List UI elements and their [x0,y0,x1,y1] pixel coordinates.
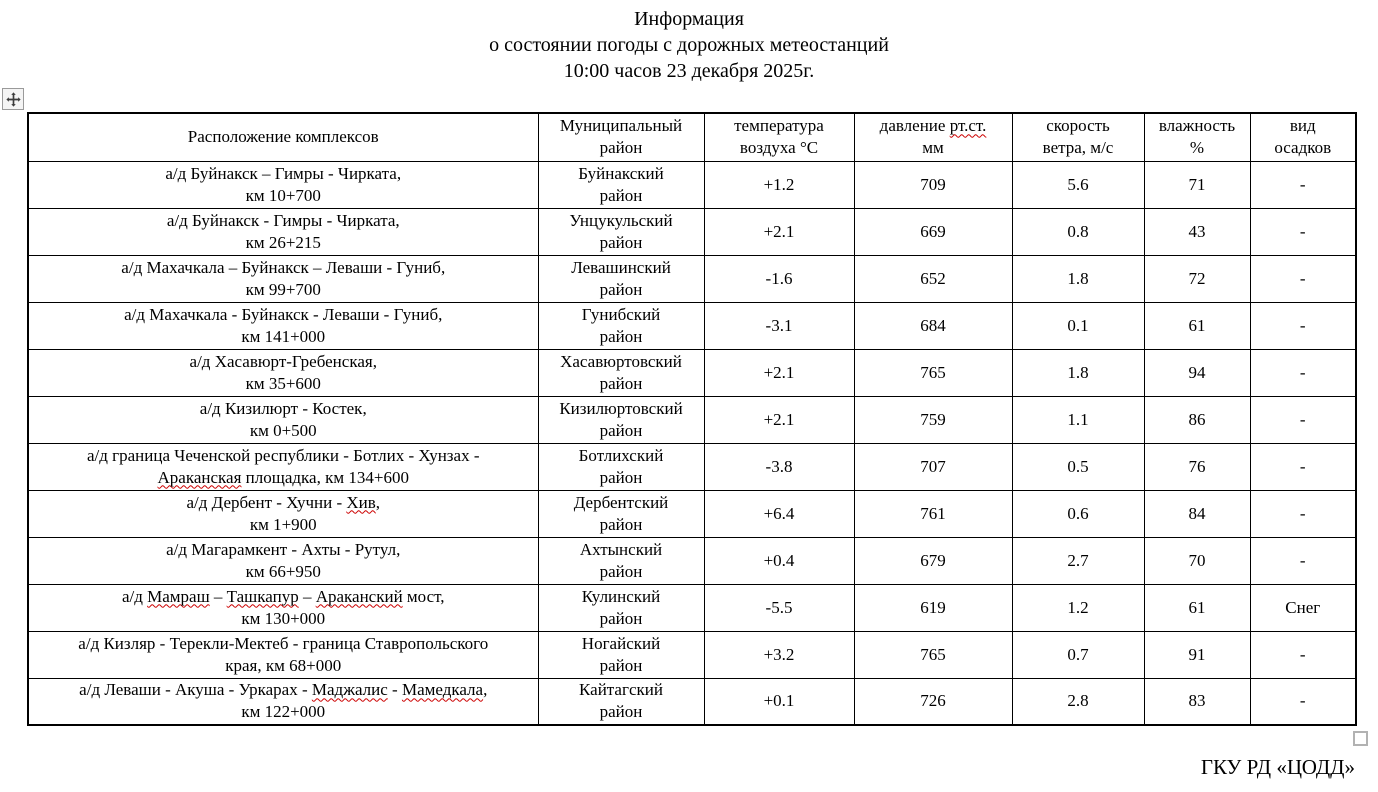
precipitation-cell: - [1250,443,1356,490]
weather-table-header [28,113,1356,161]
header-row [28,113,1356,161]
table-row [28,443,1356,490]
pressure-cell: 726 [854,678,1012,725]
wind-speed-cell: 2.7 [1012,537,1144,584]
humidity-cell: 61 [1144,302,1250,349]
precipitation-cell: - [1250,537,1356,584]
location-cell: а/д Махачкала – Буйнакск – Леваши - Гуниб, км 99+700 [28,255,538,302]
pressure-cell: 652 [854,255,1012,302]
precipitation-cell: - [1250,208,1356,255]
weather-table [27,112,1357,726]
pressure-cell: 679 [854,537,1012,584]
col-header-precipitation: вид осадков [1250,113,1356,161]
pressure-cell: 684 [854,302,1012,349]
footer-signature: ГКУ РД «ЦОДД» [1200,755,1355,779]
humidity-cell: 76 [1144,443,1250,490]
district-cell: Буйнакский район [538,161,704,208]
wind-speed-cell: 5.6 [1012,161,1144,208]
col-header-humidity: влажность % [1144,113,1250,161]
district-cell: Хасавюртовский район [538,349,704,396]
pressure-cell: 761 [854,490,1012,537]
table-row [28,631,1356,678]
precipitation-cell: - [1250,255,1356,302]
table-row [28,208,1356,255]
location-cell: а/д Хасавюрт-Гребенская, км 35+600 [28,349,538,396]
precipitation-cell: - [1250,302,1356,349]
temperature-cell: +0.1 [704,678,854,725]
col-header-location: Расположение комплексов [28,113,538,161]
pressure-cell: 765 [854,349,1012,396]
precipitation-cell: - [1250,349,1356,396]
table-row [28,678,1356,725]
precipitation-cell: - [1250,490,1356,537]
table-move-handle[interactable] [2,88,24,110]
col-header-temperature: температура воздуха °С [704,113,854,161]
col-header-district: Муниципальный район [538,113,704,161]
location-cell: а/д Магарамкент - Ахты - Рутул, км 66+950 [28,537,538,584]
table-resize-handle[interactable] [1353,731,1368,746]
pressure-cell: 669 [854,208,1012,255]
col-header-pressure: давление рт.ст. мм [854,113,1012,161]
wind-speed-cell: 1.8 [1012,255,1144,302]
humidity-cell: 94 [1144,349,1250,396]
table-row [28,161,1356,208]
wind-speed-cell: 1.1 [1012,396,1144,443]
table-row [28,537,1356,584]
wind-speed-cell: 0.8 [1012,208,1144,255]
location-cell: а/д Махачкала - Буйнакск - Леваши - Гуниб, км 141+000 [28,302,538,349]
precipitation-cell: - [1250,678,1356,725]
location-cell: а/д Буйнакск – Гимры - Чирката, км 10+700 [28,161,538,208]
wind-speed-cell: 1.8 [1012,349,1144,396]
temperature-cell: +0.4 [704,537,854,584]
pressure-cell: 709 [854,161,1012,208]
wind-speed-cell: 0.7 [1012,631,1144,678]
district-cell: Дербентский район [538,490,704,537]
district-cell: Кизилюртовский район [538,396,704,443]
location-cell: а/д Кизилюрт - Костек, км 0+500 [28,396,538,443]
temperature-cell: -3.8 [704,443,854,490]
humidity-cell: 61 [1144,584,1250,631]
temperature-cell: +1.2 [704,161,854,208]
table-row [28,349,1356,396]
document-title [0,0,1378,84]
location-cell: а/д Кизляр - Терекли-Мектеб - граница Ставропольского края, км 68+000 [28,631,538,678]
district-cell: Гунибский район [538,302,704,349]
district-cell: Ногайский район [538,631,704,678]
temperature-cell: +3.2 [704,631,854,678]
humidity-cell: 71 [1144,161,1250,208]
title-line-3: 10:00 часов 23 декабря 2025г. [563,60,815,82]
pressure-cell: 707 [854,443,1012,490]
location-cell: а/д граница Чеченской республики - Ботлих - Хунзах - Араканская площадка, км 134+600 [28,443,538,490]
wind-speed-cell: 0.5 [1012,443,1144,490]
wind-speed-cell: 0.6 [1012,490,1144,537]
district-cell: Унцукульский район [538,208,704,255]
title-line-1: Информация [634,8,744,30]
col-header-wind-speed: скорость ветра, м/с [1012,113,1144,161]
temperature-cell: -3.1 [704,302,854,349]
precipitation-cell: - [1250,396,1356,443]
table-row [28,302,1356,349]
table-row [28,490,1356,537]
wind-speed-cell: 2.8 [1012,678,1144,725]
temperature-cell: +2.1 [704,208,854,255]
precipitation-cell: Снег [1250,584,1356,631]
humidity-cell: 70 [1144,537,1250,584]
table-row [28,255,1356,302]
district-cell: Кайтагский район [538,678,704,725]
district-cell: Ботлихский район [538,443,704,490]
district-cell: Кулинский район [538,584,704,631]
humidity-cell: 83 [1144,678,1250,725]
wind-speed-cell: 0.1 [1012,302,1144,349]
location-cell: а/д Леваши - Акуша - Уркарах - Маджалис - Мамедкала, км 122+000 [28,678,538,725]
location-cell: а/д Буйнакск - Гимры - Чирката, км 26+215 [28,208,538,255]
precipitation-cell: - [1250,631,1356,678]
district-cell: Левашинский район [538,255,704,302]
move-cross-icon [6,92,21,107]
humidity-cell: 72 [1144,255,1250,302]
pressure-cell: 765 [854,631,1012,678]
temperature-cell: +2.1 [704,349,854,396]
humidity-cell: 84 [1144,490,1250,537]
table-row [28,396,1356,443]
temperature-cell: -1.6 [704,255,854,302]
title-line-2: о состоянии погоды с дорожных метеостанций [489,34,889,56]
temperature-cell: -5.5 [704,584,854,631]
temperature-cell: +2.1 [704,396,854,443]
humidity-cell: 43 [1144,208,1250,255]
district-cell: Ахтынский район [538,537,704,584]
location-cell: а/д Дербент - Хучни - Хив, км 1+900 [28,490,538,537]
precipitation-cell: - [1250,161,1356,208]
temperature-cell: +6.4 [704,490,854,537]
humidity-cell: 91 [1144,631,1250,678]
wind-speed-cell: 1.2 [1012,584,1144,631]
pressure-cell: 619 [854,584,1012,631]
humidity-cell: 86 [1144,396,1250,443]
weather-table-body [28,161,1356,725]
pressure-cell: 759 [854,396,1012,443]
location-cell: а/д Мамраш – Ташкапур – Араканский мост, км 130+000 [28,584,538,631]
table-row [28,584,1356,631]
